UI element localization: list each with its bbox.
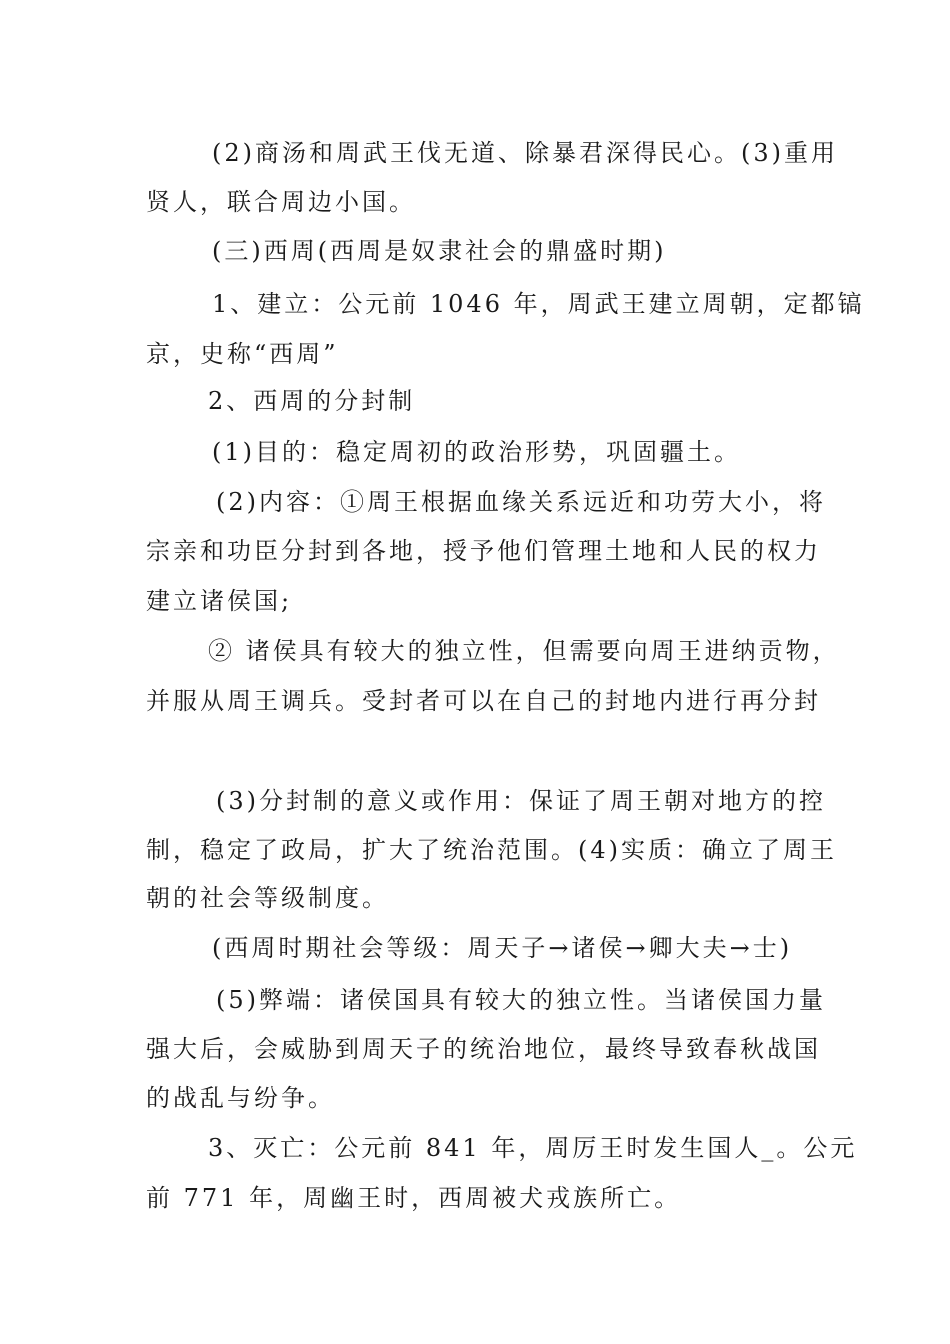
paragraph-line: (2)商汤和周武王伐无道、除暴君深得民心。(3)重用 — [212, 139, 838, 167]
paragraph-line: 京，史称“西周” — [146, 340, 339, 368]
paragraph-line: 的战乱与纷争。 — [146, 1084, 335, 1112]
paragraph-line: (3)分封制的意义或作用：保证了周王朝对地方的控 — [216, 787, 826, 815]
section-heading: (三)西周(西周是奴隶社会的鼎盛时期) — [212, 237, 667, 265]
subsection-heading: 2、西周的分封制 — [208, 387, 416, 415]
paragraph-line: 制，稳定了政局，扩大了统治范围。(4)实质：确立了周王 — [146, 836, 837, 864]
paragraph-line: ② 诸侯具有较大的独立性，但需要向周王进纳贡物， — [208, 637, 840, 665]
paragraph-line: (西周时期社会等级：周天子→诸侯→卿大夫→士) — [212, 934, 793, 962]
paragraph-line: 朝的社会等级制度。 — [146, 884, 389, 912]
paragraph-line: (2)内容：①周王根据血缘关系远近和功劳大小，将 — [216, 488, 826, 516]
paragraph-line: 前 771 年，周幽王时，西周被犬戎族所亡。 — [146, 1184, 682, 1212]
paragraph-line: 贤人，联合周边小国。 — [146, 188, 416, 216]
paragraph-line: 3、灭亡：公元前 841 年，周厉王时发生国人_。公元 — [208, 1134, 858, 1162]
paragraph-line: (5)弊端：诸侯国具有较大的独立性。当诸侯国力量 — [216, 986, 826, 1014]
paragraph-line: 1、建立：公元前 1046 年，周武王建立周朝，定都镐 — [212, 290, 865, 318]
paragraph-line: (1)目的：稳定周初的政治形势，巩固疆土。 — [212, 438, 741, 466]
paragraph-line: 宗亲和功臣分封到各地，授予他们管理土地和人民的权力 — [146, 537, 821, 565]
paragraph-line: 建立诸侯国; — [146, 587, 293, 615]
paragraph-line: 并服从周王调兵。受封者可以在自己的封地内进行再分封 — [146, 687, 821, 715]
paragraph-line: 强大后，会威胁到周天子的统治地位，最终导致春秋战国 — [146, 1035, 821, 1063]
